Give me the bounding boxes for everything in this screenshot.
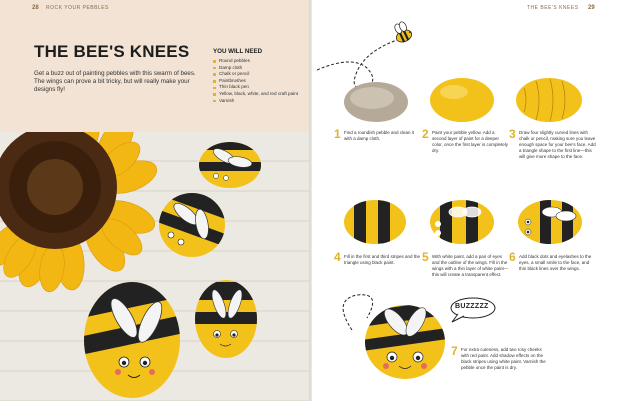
supply-item: Round pebbles	[213, 58, 305, 65]
step-6-image	[516, 198, 584, 246]
step-2-text: Paint your pebble yellow. Add a second layer of paint for a deeper color, once the first layer is completely dry.	[432, 130, 509, 153]
right-running-head: THE BEE'S KNEES	[527, 5, 579, 11]
supply-item: Paintbrushes	[213, 78, 305, 85]
step-1-image	[342, 80, 410, 124]
step-7-text: For extra cuteness, add two rosy cheeks with red paint. Add shadow effects on the black stripes using white paint. Varnish the pebble once the paint is dry.	[461, 347, 546, 370]
supply-item: Varnish	[213, 98, 305, 105]
step-2-number: 2	[422, 127, 429, 141]
step-3-image	[514, 76, 584, 124]
step-7-image	[362, 300, 448, 382]
step-2-image	[428, 76, 496, 124]
step-3-number: 3	[509, 127, 516, 141]
step-7-number: 7	[451, 344, 458, 358]
left-running-head: ROCK YOUR PEBBLES	[46, 5, 109, 11]
intro-text: Get a buzz out of painting pebbles with this swarm of bees. The wings can prove a bit tricky, but will really make your designs fly!	[34, 70, 196, 94]
supply-item: Damp cloth	[213, 65, 305, 72]
right-page-number: 29	[588, 5, 595, 11]
step-6-number: 6	[509, 250, 516, 264]
step-4-image	[342, 198, 408, 246]
step-6-text: Add black dots and eyelashes to the eyes, a small smile to the face, and thin black lines over the wings.	[519, 254, 592, 271]
step-1-number: 1	[334, 127, 341, 141]
supply-item: Thin black pen	[213, 84, 305, 91]
supply-item: Chalk or pencil	[213, 71, 305, 78]
step-1-text: Find a roundish pebble and clean it with a damp cloth.	[344, 130, 415, 141]
step-4-number: 4	[334, 250, 341, 264]
step-5-image	[428, 198, 496, 246]
you-will-need-box	[213, 48, 305, 104]
step-3-text: Draw four slightly curved lines with chalk or pencil, making sure you leave enough space for your bee's face. Add a triangle shape to the first line—this will give more shape to the face.	[519, 130, 596, 159]
step-5-text: With white paint, add a pair of eyes and the outline of the wings. Fill in the wings with a thin layer of white paint—this will create a transparent effect.	[432, 254, 509, 277]
left-page-number: 28	[32, 5, 39, 11]
supplies-list	[213, 58, 305, 104]
you-will-need-heading: YOU WILL NEED	[213, 48, 263, 55]
step-4-text: Fill in the first and third stripes and the triangle using black paint.	[344, 254, 421, 265]
page-title: THE BEE'S KNEES	[34, 42, 190, 61]
bee-pebbles-photo	[0, 132, 312, 401]
speech-bubble	[448, 297, 496, 323]
supply-item: Yellow, black, white, and red craft paint	[213, 91, 305, 98]
speech-bubble-text: BUZZZZZ	[455, 303, 489, 310]
step-5-number: 5	[422, 250, 429, 264]
